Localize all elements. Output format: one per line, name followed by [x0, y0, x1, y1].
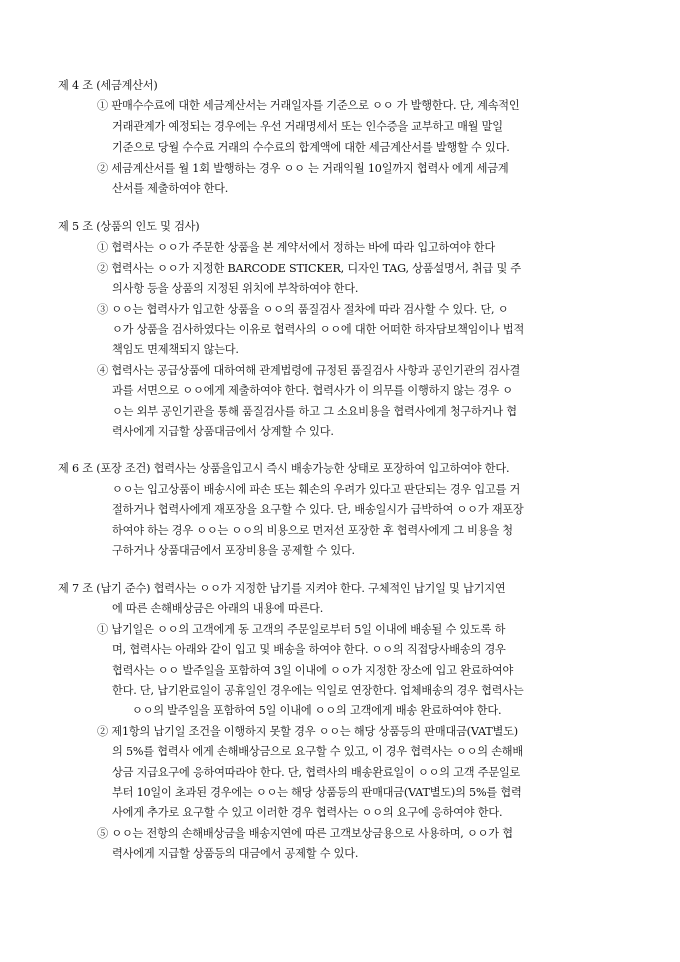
article-5-line: 의사항 등을 상품의 지정된 위치에 부착하여야 한다.	[112, 282, 359, 295]
article-6-heading: 제 6 조 (포장 조건) 협력사는 상품을입고시 즉시 배송가능한 상태로 포장하여 입고하여야 한다.	[58, 462, 510, 475]
article-4-line: 기준으로 당월 수수료 거래의 수수료의 합계액에 대한 세금계산서를 발행할 수 있다.	[112, 141, 510, 154]
article-4-line: ① 판매수수료에 대한 세금계산서는 거래일자를 기준으로 ㅇㅇ 가 발행한다. 단, 계속적인	[97, 99, 520, 112]
article-7-line: 며, 협력사는 아래와 같이 입고 및 배송을 하여야 한다. ㅇㅇ의 직접당사배송의 경우	[112, 643, 506, 656]
article-7-line: ② 제1항의 납기일 조건을 이행하지 못할 경우 ㅇㅇ는 해당 상품등의 판매대금(VAT별도)	[97, 725, 518, 738]
article-6-line: 절하거나 협력사에게 재포장을 요구할 수 있다. 단, 배송일시가 급박하여 ㅇㅇ가 재포장	[112, 503, 524, 516]
article-5-line: 과를 서면으로 ㅇㅇ에게 제출하여야 한다. 협력사가 이 의무를 이행하지 않는 경우 ㅇ	[112, 384, 513, 397]
article-7-line: 협력사는 ㅇㅇ 발주일을 포함하여 3일 이내에 ㅇㅇ가 지정한 장소에 입고 완료하여야	[112, 664, 514, 677]
article-4-line: 산서를 제출하여야 한다.	[112, 182, 229, 195]
article-7-line: 사에게 추가로 요구할 수 있고 이러한 경우 협력사는 ㅇㅇ의 요구에 응하여야 한다.	[112, 806, 503, 819]
article-7-line: 력사에게 지급할 상품등의 대금에서 공제할 수 있다.	[112, 847, 359, 860]
article-5-line: ① 협력사는 ㅇㅇ가 주문한 상품을 본 계약서에서 정하는 바에 따라 입고하여야 한다	[97, 241, 495, 254]
article-5-line: ② 협력사는 ㅇㅇ가 지정한 BARCODE STICKER, 디자인 TAG, 상품설명서, 취급 및 주	[97, 262, 522, 275]
article-5-line: 책임도 면제책되지 않는다.	[112, 343, 239, 356]
article-5-line: 력사에게 지급할 상품대금에서 상계할 수 있다.	[112, 425, 334, 438]
article-7-line: 상금 지급요구에 응하여따라야 한다. 단, 협력사의 배송완료일이 ㅇㅇ의 고객 주문일로	[112, 766, 521, 779]
article-6-line: 구하거나 상품대금에서 포장비용을 공제할 수 있다.	[112, 544, 355, 557]
article-7-line: ㅇㅇ의 발주일을 포함하여 5일 이내에 ㅇㅇ의 고객에게 배송 완료하여야 한다.	[132, 704, 502, 717]
article-7-line: ① 납기일은 ㅇㅇ의 고객에게 동 고객의 주문일로부터 5일 이내에 배송될 수 있도록 하	[97, 623, 506, 636]
article-5-line: ④ 협력사는 공급상품에 대하여해 관계법령에 규정된 품질검사 사항과 공인기관의 검사결	[97, 364, 521, 377]
article-7-line: 부터 10일이 초과된 경우에는 ㅇㅇ는 해당 상품등의 판매대금(VAT별도)의 5%를 협력	[112, 786, 522, 799]
article-5-line: ㅇ가 상품을 검사하였다는 이유로 협력사의 ㅇㅇ에 대한 어떠한 하자담보책임이나 법적	[112, 323, 525, 336]
article-7-line: 의 5%를 협력사 에게 손해배상금으로 요구할 수 있고, 이 경우 협력사는 ㅇㅇ의 손해배	[112, 745, 524, 758]
article-6-line: ㅇㅇ는 입고상품이 배송시에 파손 또는 훼손의 우려가 있다고 판단되는 경우 입고를 거	[112, 483, 521, 496]
article-5-line: ③ ㅇㅇ는 협력사가 입고한 상품을 ㅇㅇ의 품질검사 절차에 따라 검사할 수 있다. 단, ㅇ	[97, 303, 509, 316]
article-6-line: 하여야 하는 경우 ㅇㅇ는 ㅇㅇ의 비용으로 먼저선 포장한 후 협력사에게 그 비용을 청	[112, 524, 513, 537]
article-4-line: ② 세금계산서를 월 1회 발행하는 경우 ㅇㅇ 는 거래익월 10일까지 협력사 에게 세금계	[97, 162, 509, 175]
article-5-line: ㅇ는 외부 공인기관을 통해 품질검사를 하고 그 소요비용을 협력사에게 청구하거나 협	[112, 405, 517, 418]
article-5-heading: 제 5 조 (상품의 인도 및 검사)	[58, 220, 200, 233]
article-7-heading: 제 7 조 (납기 준수) 협력사는 ㅇㅇ가 지정한 납기를 지켜야 한다. 구체적인 납기일 및 납기지연	[58, 582, 506, 595]
article-4-heading: 제 4 조 (세금계산서)	[58, 79, 158, 92]
article-7-line: 한다. 단, 납기완료일이 공휴일인 경우에는 익일로 연장한다. 업체배송의 경우 협력사는	[112, 684, 524, 697]
article-7-line: 에 따른 손해배상금은 아래의 내용에 따른다.	[112, 602, 324, 615]
article-4-line: 거래관계가 예정되는 경우에는 우선 거래명세서 또는 인수증을 교부하고 매월 말일	[112, 120, 503, 133]
article-7-line: ⑤ ㅇㅇ는 전항의 손해배상금을 배송지연에 따른 고객보상금용으로 사용하며, ㅇㅇ가 협	[97, 827, 513, 840]
